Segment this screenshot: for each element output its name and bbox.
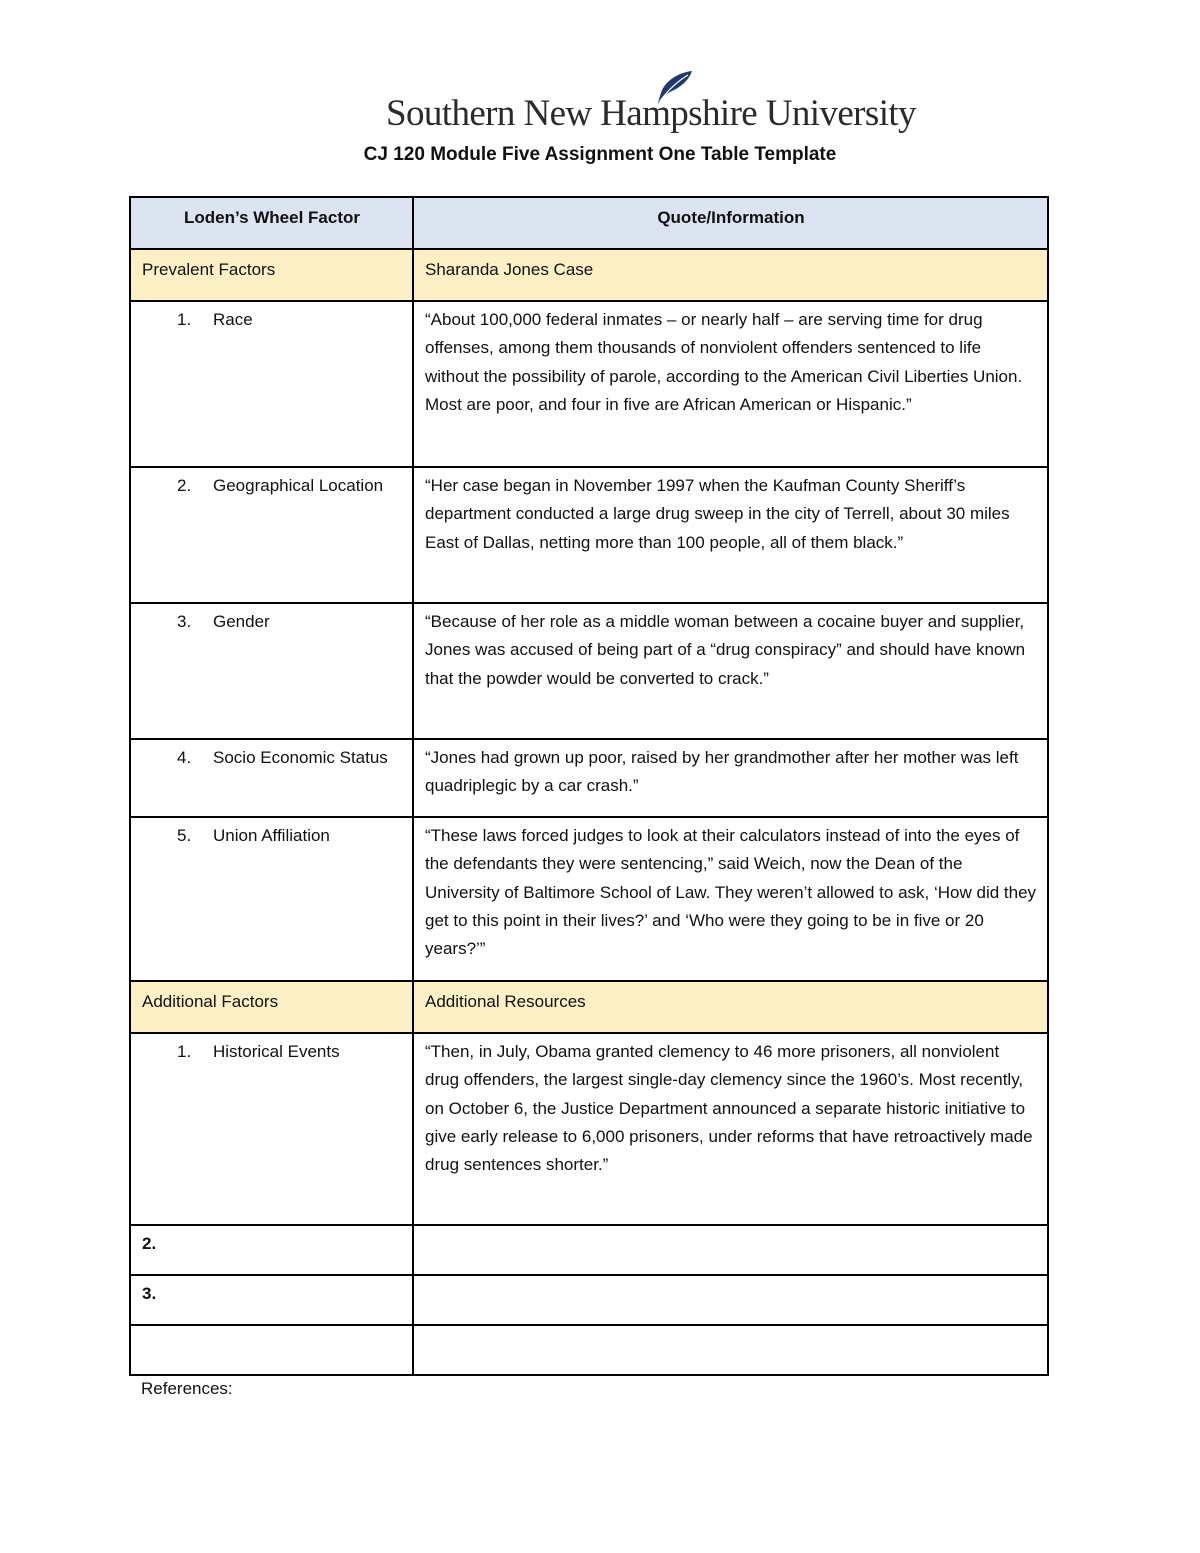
empty-cell: [413, 1275, 1048, 1325]
factor-label: Geographical Location: [213, 476, 384, 495]
quote-cell: “About 100,000 federal inmates – or nearly half – are serving time for drug offenses, among them thousands of nonviolent offenders sentenced to life without the possibility of parole, according to the American Civil Liberties Union. Most are poor, and four in five are African American or Hispanic.”: [413, 301, 1048, 467]
page-title: CJ 120 Module Five Assignment One Table Template: [363, 144, 837, 165]
table-row: [130, 301, 1048, 467]
empty-cell: [413, 1225, 1048, 1275]
row-number: 2.: [130, 1225, 413, 1275]
column-header-factor: Loden’s Wheel Factor: [130, 197, 413, 249]
factor-label: Historical Events: [213, 1042, 340, 1061]
quote-cell: “Then, in July, Obama granted clemency to 46 more prisoners, all nonviolent drug offenders, the largest single-day clemency since the 1960’s. Most recently, on October 6, the Justice Department announced a separate historic initiative to give early release to 6,000 prisoners, under reforms that have retroactively made drug sentences shorter.”: [413, 1033, 1048, 1225]
factor-number: 3.: [177, 612, 192, 631]
factor-number: 4.: [177, 748, 192, 767]
factor-table: [129, 196, 1049, 1376]
factor-label: Gender: [213, 612, 270, 631]
factor-label: Socio Economic Status: [213, 748, 388, 767]
section-label: Additional Factors: [130, 981, 413, 1033]
snhu-logo: [386, 70, 916, 140]
table-row: [130, 467, 1048, 603]
factor-cell: [130, 739, 413, 817]
factor-cell: [130, 301, 413, 467]
factor-label: Race: [213, 310, 253, 329]
logo-wordmark: Southern New Hampshire University: [386, 93, 916, 134]
references-label: References:: [141, 1379, 233, 1398]
table-row: [130, 1033, 1048, 1225]
factor-cell: [130, 1033, 413, 1225]
section-case: Sharanda Jones Case: [413, 249, 1048, 301]
factor-cell: [130, 603, 413, 739]
factor-number: 1.: [177, 1042, 192, 1061]
factor-number: 1.: [177, 310, 192, 329]
table-row: [130, 603, 1048, 739]
table-header-row: [130, 197, 1048, 249]
factor-number: 5.: [177, 826, 192, 845]
section-row-prevalent: [130, 249, 1048, 301]
column-header-quote: Quote/Information: [413, 197, 1048, 249]
empty-cell: [130, 1325, 413, 1375]
quote-cell: “Her case began in November 1997 when the Kaufman County Sheriff’s department conducted a large drug sweep in the city of Terrell, about 30 miles East of Dallas, netting more than 100 people, all of them black.”: [413, 467, 1048, 603]
table-row: [130, 739, 1048, 817]
factor-cell: [130, 817, 413, 981]
factor-cell: [130, 467, 413, 603]
section-row-additional: [130, 981, 1048, 1033]
table-row: [130, 1325, 1048, 1375]
table-row: [130, 1275, 1048, 1325]
quote-cell: “Jones had grown up poor, raised by her grandmother after her mother was left quadriplegic by a car crash.”: [413, 739, 1048, 817]
empty-cell: [413, 1325, 1048, 1375]
section-resources: Additional Resources: [413, 981, 1048, 1033]
quote-cell: “Because of her role as a middle woman between a cocaine buyer and supplier, Jones was accused of being part of a “drug conspiracy” and should have known that the powder would be converted to crack.”: [413, 603, 1048, 739]
quote-cell: “These laws forced judges to look at their calculators instead of into the eyes of the defendants they were sentencing,” said Weich, now the Dean of the University of Baltimore School of Law. They weren’t allowed to ask, ‘How did they get to this point in their lives?’ and ‘Who were they going to be in five or 20 years?’”: [413, 817, 1048, 981]
table-row: [130, 817, 1048, 981]
table-row: [130, 1225, 1048, 1275]
section-label: Prevalent Factors: [130, 249, 413, 301]
factor-label: Union Affiliation: [213, 826, 330, 845]
row-number: 3.: [130, 1275, 413, 1325]
factor-number: 2.: [177, 476, 192, 495]
